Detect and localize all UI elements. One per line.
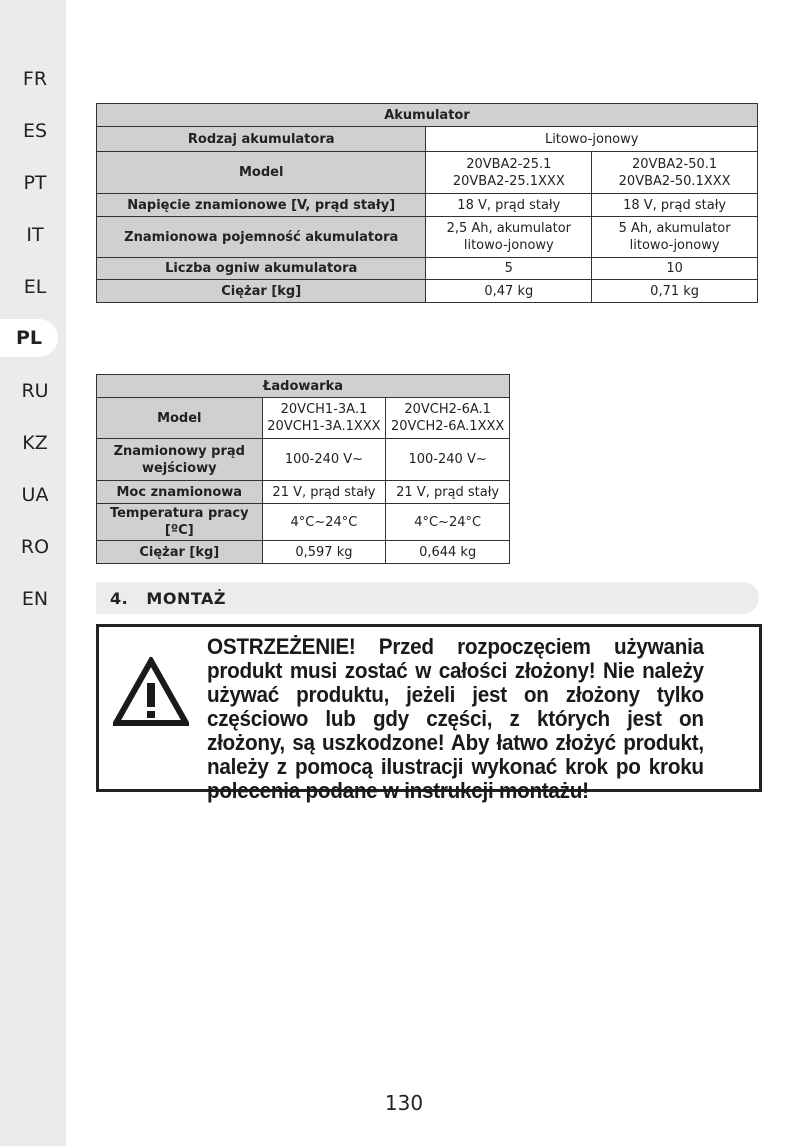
cell-value: 2,5 Ah, akumulator litowo-jonowy [426,217,592,258]
page-number: 130 [384,1091,424,1115]
language-sidebar [0,0,66,1146]
section-title: 4. MONTAŻ [110,589,226,608]
table-row [97,217,758,258]
cell-value: 20VBA2-25.1 20VBA2-25.1XXX [426,152,592,194]
row-label: Napięcie znamionowe [V, prąd stały] [97,194,426,217]
row-label: Rodzaj akumulatora [97,127,426,152]
cell-value: 20VBA2-50.1 20VBA2-50.1XXX [592,152,758,194]
lang-tab-it[interactable]: IT [26,224,44,246]
cell-value: Litowo-jonowy [426,127,758,152]
cell-value: 0,644 kg [386,541,510,564]
warning-triangle-icon [113,657,189,727]
cell-value: 18 V, prąd stały [592,194,758,217]
table-row [97,541,510,564]
table-row [97,152,758,194]
warning-box [96,624,762,803]
table-row [97,194,758,217]
cell-value: 4°C~24°C [386,504,510,541]
lang-tab-pl-active[interactable]: PL [0,319,58,357]
table-row [97,504,510,541]
cell-value: 100-240 V~ [386,439,510,481]
lang-tab-ua[interactable]: UA [21,484,49,506]
battery-table-title: Akumulator [97,104,758,127]
table-row [97,398,510,439]
lang-tab-fr[interactable]: FR [22,68,48,90]
cell-value: 5 Ah, akumulator litowo-jonowy [592,217,758,258]
row-label: Moc znamionowa [97,481,263,504]
cell-value: 0,71 kg [592,280,758,303]
lang-tab-en[interactable]: EN [21,588,49,610]
charger-table-title: Ładowarka [97,375,510,398]
table-row [97,439,510,481]
table-row [97,127,758,152]
lang-tab-ro[interactable]: RO [20,536,50,558]
row-label: Znamionowy prąd wejściowy [97,439,263,481]
cell-value: 0,597 kg [262,541,386,564]
row-label: Liczba ogniw akumulatora [97,258,426,280]
lang-tab-es[interactable]: ES [22,120,48,142]
lang-tab-el[interactable]: EL [23,276,47,298]
battery-spec-table [96,103,758,303]
cell-value: 4°C~24°C [262,504,386,541]
cell-value: 21 V, prąd stały [386,481,510,504]
row-label: Model [97,398,263,439]
table-row [97,258,758,280]
lang-tab-kz[interactable]: KZ [22,432,48,454]
cell-value: 20VCH1-3A.1 20VCH1-3A.1XXX [262,398,386,439]
cell-value: 5 [426,258,592,280]
table-row [97,280,758,303]
warning-text: OSTRZEŻENIE! Przed rozpoczęciem używania produkt musi zostać w całości złożony! Nie należy używać produktu, jeżeli jest on złożony tylko częściowo lub gdy części, z których jest on złożony, są uszkodzone! Aby łatwo złożyć produkt, należy z pomocą ilustracji wykonać krok po kroku polecenia podane w instrukcji montażu! [207,634,704,803]
row-label: Temperatura pracy [ºC] [97,504,263,541]
section-heading-bar [96,582,759,614]
table-row [97,481,510,504]
cell-value: 21 V, prąd stały [262,481,386,504]
cell-value: 0,47 kg [426,280,592,303]
row-label: Ciężar [kg] [97,280,426,303]
lang-tab-ru[interactable]: RU [21,380,49,402]
row-label: Ciężar [kg] [97,541,263,564]
cell-value: 18 V, prąd stały [426,194,592,217]
cell-value: 20VCH2-6A.1 20VCH2-6A.1XXX [386,398,510,439]
cell-value: 100-240 V~ [262,439,386,481]
cell-value: 10 [592,258,758,280]
charger-spec-table [96,374,510,564]
row-label: Znamionowa pojemność akumulatora [97,217,426,258]
lang-tab-pt[interactable]: PT [23,172,47,194]
row-label: Model [97,152,426,194]
